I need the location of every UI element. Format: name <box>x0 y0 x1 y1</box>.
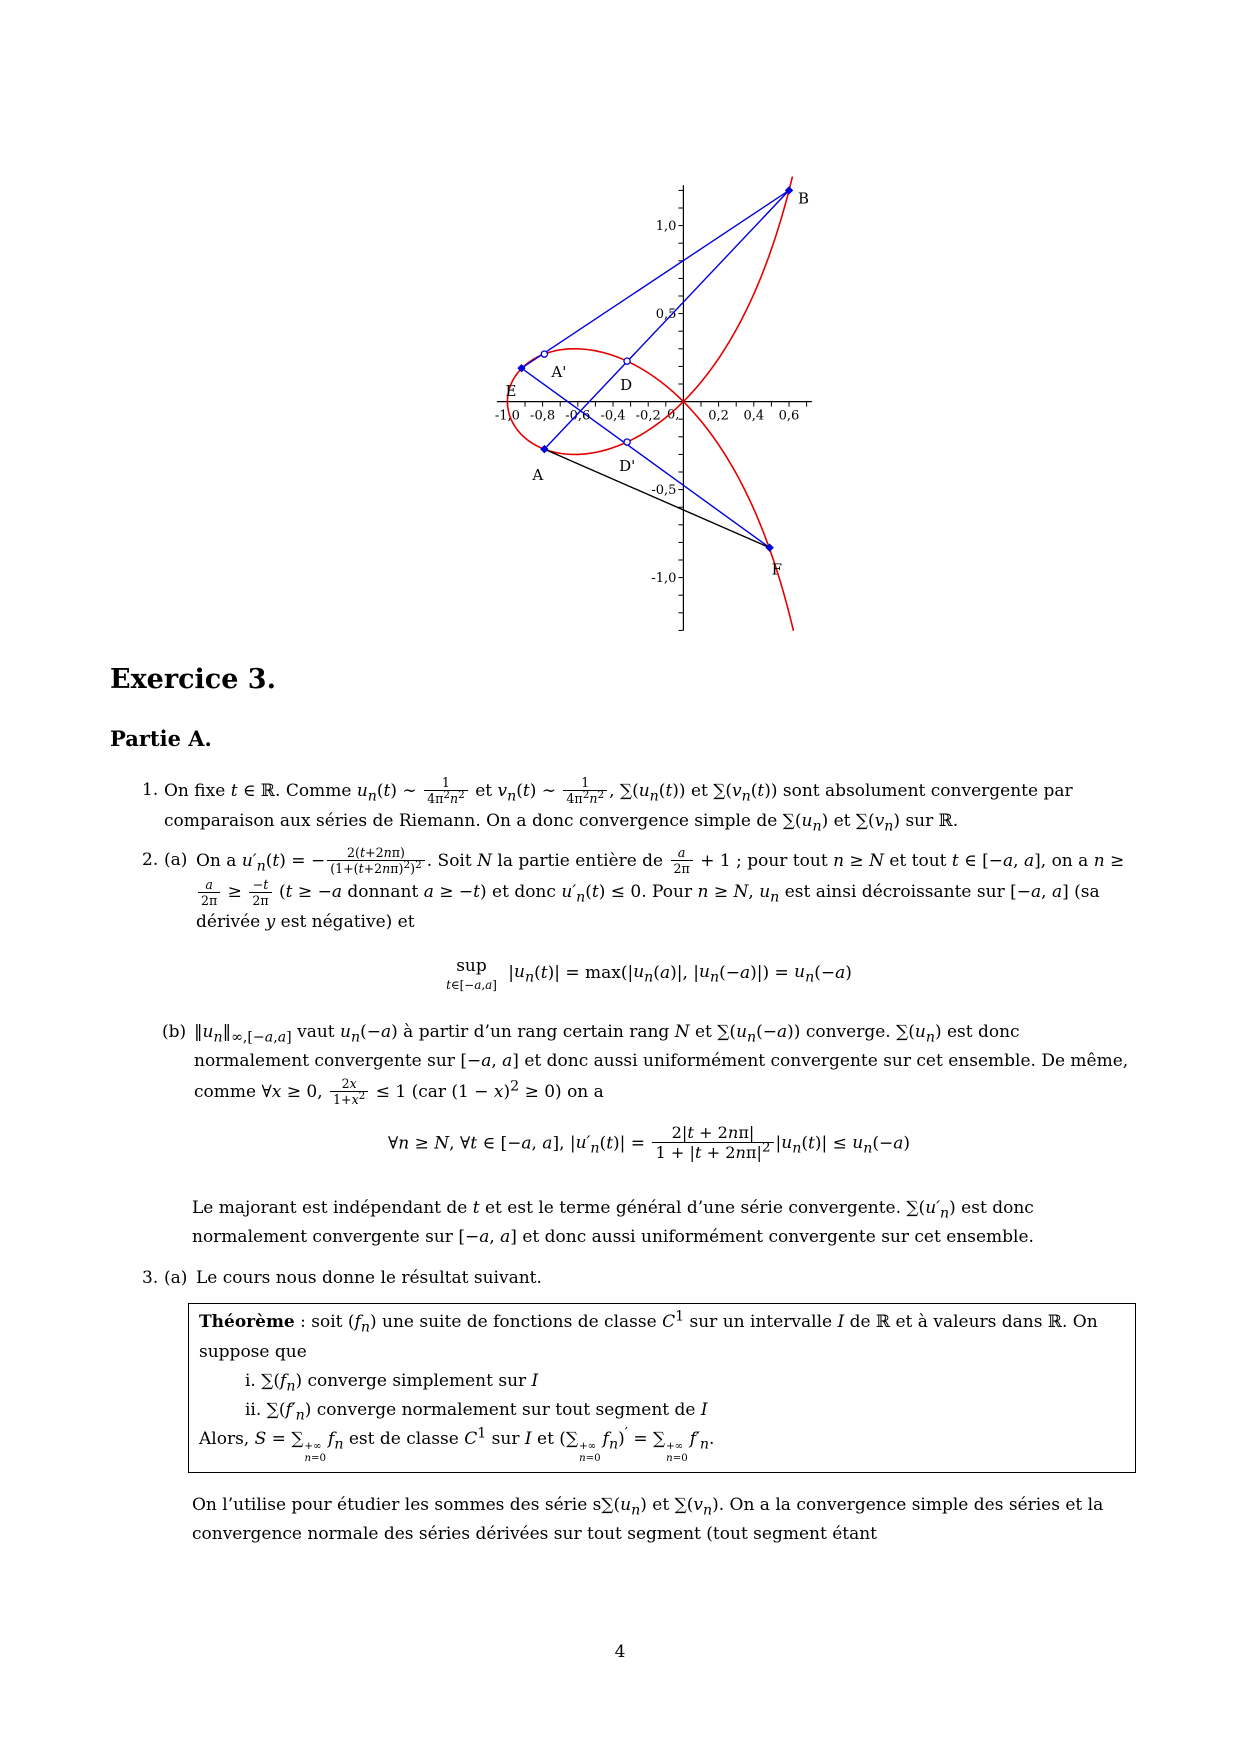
part-heading: Partie A. <box>110 726 212 752</box>
list-item-2b <box>162 1018 1138 1108</box>
list-item-3a <box>142 1264 1138 1293</box>
item-2a-text: On a $u'_n(t)$ = − $\frac{2(t+2n\pi)}{(1+(t+2n\pi)^2)^2}$ . Soit N la partie entière de $\frac{a}{2\pi}$ + 1 ; pour tout n ≥ N et tout t ∈ [−a, a], on a n ≥ $\frac{a}{2\pi}$ ≥ $\frac{-t}{2\pi}$ (t ≥ −a donnant a ≥ −t) et donc $u'_n(t) \le 0$. Pour n ≥ N, $u_n$ est ainsi décroissante sur [−a, a] (sa dérivée y est négative) et <box>196 845 1125 933</box>
theorem-conclusion: Alors, S = ∑ +∞ n=0 $f_n$ est de classe $C^1$ sur I et (∑ +∞ n=0 $f_n)'$ = ∑ +∞ n=0 $f'_n$. <box>199 1425 715 1464</box>
equation-sup: sup t∈[−a,a] $|u_n(t)| = \max(|u_n(a)|$, $|u_n(-a)|) = u_n(-a)$ <box>446 955 852 993</box>
point-marker-D <box>624 358 630 364</box>
page-number: 4 <box>614 1642 626 1662</box>
theorem-box <box>188 1303 1136 1472</box>
point-label-A: A <box>532 466 544 485</box>
x-tick-label: -0,6 <box>565 408 591 424</box>
list-item-2a <box>142 846 1138 938</box>
point-marker-A' <box>541 351 547 357</box>
segment-A-F <box>544 449 769 548</box>
x-tick-label: 0,6 <box>778 408 800 424</box>
red-curve <box>683 177 792 401</box>
theorem-hypothesis-i: i. $\sum(f_n)$ converge simplement sur I <box>245 1370 539 1395</box>
theorem-hypothesis-ii: ii. $\sum(f'_n)$ converge normalement sur tout segment de I <box>245 1400 708 1424</box>
item-1-number: 1. <box>142 779 159 800</box>
list-item-1 <box>142 776 1138 836</box>
item-2b-text: $‖u_n‖_{\infty,[-a,a]}$ vaut $u_n(-a)$ à partir d’un rang certain rang N et $\sum(u_n(-a))$ converge. $\sum(u_n)$ est donc normalement convergente sur [−a, a] et donc aussi uniformément convergente sur cet ensemble. De même, comme ∀x ≥ 0, $\frac{2x}{1+x^2}$ ≤ 1 (car $(1 - x)^2 \ge 0$) on a <box>194 1022 1129 1108</box>
item-1-text: On fixe t ∈ ℝ. Comme $u_n(t)$ ∼ $\frac{1}{4\pi^2n^2}$ et $v_n(t)$ ∼ $\frac{1}{4\pi^2n^2}$ , $\sum(u_n(t))$ et $\sum(v_n(t))$ sont absolument convergente par comparaison aux séries de Riemann. On a donc convergence simple de $\sum(u_n)$ et $\sum(v_n)$ sur ℝ. <box>164 774 1073 835</box>
item-3a-label: (a) <box>164 1268 188 1289</box>
red-curve <box>683 402 793 631</box>
point-label-A': A' <box>551 363 567 382</box>
point-label-E: E <box>505 382 517 401</box>
x-tick-label: -0,8 <box>530 408 556 424</box>
item-2a-label: (a) <box>164 850 188 870</box>
item-2b-label: (b) <box>162 1022 187 1043</box>
point-label-D: D <box>620 376 633 395</box>
point-marker-D' <box>624 439 630 445</box>
x-tick-label: 0,4 <box>743 408 765 424</box>
item-2b-continued: Le majorant est indépendant de t et est le terme général d’une série convergente. $\sum(u'_n)$ est donc normalement convergente sur [−a, a] et donc aussi uniformément convergente sur cet ensemble. <box>192 1197 1034 1247</box>
x-tick-label: -0,2 <box>635 408 661 424</box>
y-tick-label: -1,0 <box>651 571 677 587</box>
equation-forall: ∀n ≥ N, ∀t ∈ [−a, a], $|u'_n(t)|$ = $\frac{2|t + 2n\pi|}{1 + |t + 2n\pi|^2}$ $|u_n(t)| \le u_n(-a)$ <box>387 1123 910 1163</box>
theorem-statement: Théorème : soit $(f_n)$ une suite de fonctions de classe $C^1$ sur un intervalle I de ℝ et à valeurs dans ℝ. On suppose que <box>199 1308 1098 1362</box>
x-tick-label: -1,0 <box>494 408 520 424</box>
item-3a-text: Le cours nous donne le résultat suivant. <box>196 1268 542 1289</box>
segment-B-E <box>521 190 789 368</box>
text-column <box>110 664 1138 1549</box>
point-label-B: B <box>798 189 810 208</box>
item-3-number: 3. <box>142 1268 159 1289</box>
x-tick-label: 0,2 <box>708 408 729 424</box>
segment-E-F <box>521 368 769 548</box>
point-label-D': D' <box>619 457 636 476</box>
y-tick-label: 1,0 <box>655 219 677 235</box>
point-label-F: F <box>771 560 783 579</box>
y-tick-label: 0,5 <box>655 307 677 323</box>
item-2-number: 2. <box>142 850 159 870</box>
figure-plot <box>481 164 821 636</box>
y-tick-label: -0,5 <box>651 483 677 499</box>
exercise-heading: Exercice 3. <box>110 664 276 695</box>
origin-label: 0, <box>666 407 680 423</box>
x-tick-label: -0,4 <box>600 408 626 424</box>
after-theorem-paragraph: On l’utilise pour étudier les sommes des série $s\sum(u_n)$ et $\sum(v_n)$. On a la convergence simple des séries et la convergence normale des séries dérivées sur tout segment (tout segment étant <box>192 1494 1104 1545</box>
